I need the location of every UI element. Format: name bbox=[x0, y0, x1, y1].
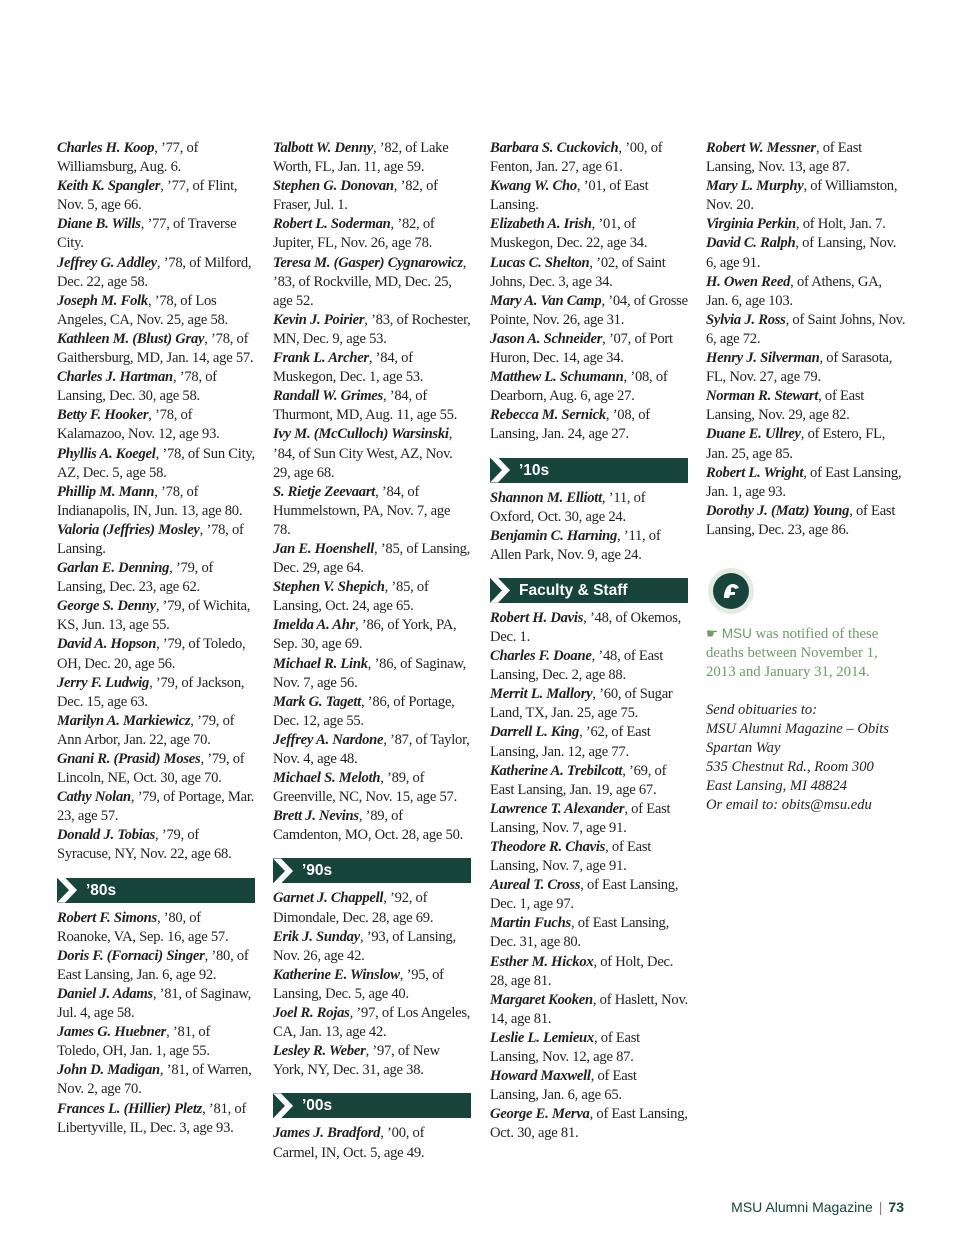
deceased-name: Kathleen M. (Blust) Gray bbox=[57, 330, 205, 347]
deceased-name: Donald J. Tobias bbox=[57, 827, 156, 844]
obituary-entry bbox=[273, 139, 471, 177]
deceased-name: Darrell L. King bbox=[490, 724, 580, 741]
deceased-name: Margaret Kooken bbox=[490, 991, 593, 1008]
deceased-name: Stephen V. Shepich bbox=[273, 579, 385, 596]
chevron-right-icon bbox=[57, 878, 82, 903]
deceased-name: Betty F. Hooker bbox=[57, 407, 149, 424]
obituary-details: , ’79, of Jackson, Dec. 15, age 63. bbox=[57, 674, 245, 710]
obituary-details: , ’84, of Hummelstown, PA, Nov. 7, age 78. bbox=[273, 483, 451, 538]
deceased-name: Imelda A. Ahr bbox=[273, 617, 356, 634]
obituary-entry bbox=[490, 215, 688, 253]
obituary-entry bbox=[273, 540, 471, 578]
obituary-entry bbox=[57, 1061, 255, 1099]
obituary-entry bbox=[490, 800, 688, 838]
section-header bbox=[490, 458, 688, 483]
obituary-details: , ’79, of Syracuse, NY, Nov. 22, age 68. bbox=[57, 827, 232, 863]
obituary-entry bbox=[57, 750, 255, 788]
deceased-name: Robert W. Messner bbox=[706, 140, 816, 156]
obituary-entry bbox=[706, 215, 906, 234]
obituary-details: , ’82, of Lake Worth, FL, Jan. 11, age 59. bbox=[273, 140, 449, 176]
deceased-name: Michael S. Meloth bbox=[273, 770, 381, 787]
obituary-entry bbox=[273, 483, 471, 540]
chevron-right-icon bbox=[490, 578, 515, 603]
obituary-details: , ’86, of Portage, Dec. 12, age 55. bbox=[273, 693, 455, 729]
obituary-entry bbox=[57, 1100, 255, 1138]
obituary-details: , ’92, of Dimondale, Dec. 28, age 69. bbox=[273, 890, 434, 926]
obituary-entry bbox=[57, 406, 255, 444]
section-header bbox=[57, 878, 255, 903]
obituary-entry bbox=[273, 425, 471, 482]
obituary-details: , ’77, of Williamsburg, Aug. 6. bbox=[57, 140, 199, 176]
page-number: 73 bbox=[888, 1199, 904, 1215]
obituary-entry bbox=[57, 947, 255, 985]
column-4-entries bbox=[706, 139, 906, 540]
deceased-name: Keith K. Spangler bbox=[57, 178, 161, 195]
deceased-name: Robert F. Simons bbox=[57, 909, 157, 926]
obituary-details: , ’79, of Lansing, Dec. 23, age 62. bbox=[57, 560, 214, 596]
obituary-details: , ’89, of Greenville, NC, Nov. 15, age 57. bbox=[273, 770, 457, 806]
obituary-entry bbox=[57, 330, 255, 368]
obituary-entry bbox=[273, 966, 471, 1004]
deceased-name: Erik J. Sunday bbox=[273, 928, 360, 945]
deceased-name: Jan E. Hoenshell bbox=[273, 540, 375, 557]
deceased-name: Leslie L. Lemieux bbox=[490, 1029, 594, 1046]
obituary-details: , ’48, of East Lansing, Dec. 2, age 88. bbox=[490, 648, 664, 684]
deceased-name: Robert H. Davis bbox=[490, 609, 584, 626]
obituary-entry bbox=[273, 1042, 471, 1080]
section-header bbox=[490, 578, 688, 603]
deceased-name: S. Rietje Zeevaart bbox=[273, 483, 376, 500]
obituary-details: , ’85, of Lansing, Oct. 24, age 65. bbox=[273, 579, 429, 615]
deceased-name: Norman R. Stewart bbox=[706, 388, 819, 405]
deceased-name: Jeffrey A. Nardone bbox=[273, 731, 384, 748]
deceased-name: Joel R. Rojas bbox=[273, 1005, 350, 1022]
obituary-details: , ’93, of Lansing, Nov. 26, age 42. bbox=[273, 928, 456, 964]
deceased-name: Ivy M. (McCulloch) Warsinski bbox=[273, 426, 449, 443]
obituary-details: , of East Lansing, Dec. 23, age 86. bbox=[706, 502, 896, 538]
magazine-name: MSU Alumni Magazine bbox=[731, 1199, 873, 1215]
send-line: Spartan Way bbox=[706, 740, 781, 757]
deceased-name: Lawrence T. Alexander bbox=[490, 800, 625, 817]
obituary-details: , ’00, of Carmel, IN, Oct. 5, age 49. bbox=[273, 1125, 425, 1161]
obituary-details: , of Sarasota, FL, Nov. 27, age 79. bbox=[706, 350, 893, 386]
obituary-details: , of Lansing, Nov. 6, age 91. bbox=[706, 235, 897, 271]
obituary-details: , ’84, of Thurmont, MD, Aug. 11, age 55. bbox=[273, 388, 458, 424]
section-header-label: Faculty & Staff bbox=[519, 581, 628, 599]
obituary-entry bbox=[490, 368, 688, 406]
obituary-details: , ’83, of Rochester, MN, Dec. 9, age 53. bbox=[273, 311, 471, 347]
deceased-name: Lesley R. Weber bbox=[273, 1043, 366, 1060]
deceased-name: George E. Merva bbox=[490, 1106, 590, 1123]
send-line: East Lansing, MI 48824 bbox=[706, 778, 848, 795]
obituary-entry bbox=[490, 527, 688, 565]
obituary-details: , ’79, of Portage, Mar. 23, age 57. bbox=[57, 789, 255, 825]
deceased-name: Jeffrey G. Addley bbox=[57, 254, 157, 271]
obituary-details: , ’60, of Sugar Land, TX, Jan. 25, age 75. bbox=[490, 686, 673, 722]
deceased-name: Martin Fuchs bbox=[490, 915, 571, 932]
obituary-entry bbox=[490, 953, 688, 991]
section-header-label: ’90s bbox=[302, 862, 333, 880]
obituary-entry bbox=[490, 330, 688, 368]
obituary-entry bbox=[490, 489, 688, 527]
obituary-entry bbox=[490, 685, 688, 723]
section-header bbox=[273, 1093, 471, 1118]
page-footer bbox=[731, 1199, 904, 1215]
obituary-entry bbox=[706, 177, 906, 215]
obituary-details: , ’78, of Milford, Dec. 22, age 58. bbox=[57, 254, 252, 290]
obituary-entry bbox=[706, 273, 906, 311]
deceased-name: Dorothy J. (Matz) Young bbox=[706, 502, 850, 519]
obituary-entry bbox=[273, 1004, 471, 1042]
obituary-entry bbox=[273, 693, 471, 731]
obituary-details: , ’80, of Roanoke, VA, Sep. 16, age 57. bbox=[57, 909, 229, 945]
deceased-name: Michael R. Link bbox=[273, 655, 368, 672]
obituary-entry bbox=[706, 349, 906, 387]
obituary-details: , of Athens, GA, Jan. 6, age 103. bbox=[706, 273, 882, 309]
deceased-name: Mary A. Van Camp bbox=[490, 292, 602, 309]
obituary-details: , of Haslett, Nov. 14, age 81. bbox=[490, 991, 688, 1027]
obituary-details: , ’01, of Muskegon, Dec. 22, age 34. bbox=[490, 216, 648, 252]
send-heading: Send obituaries to: bbox=[706, 701, 818, 718]
obituary-entry bbox=[706, 139, 906, 177]
deceased-name: Elizabeth A. Irish bbox=[490, 216, 592, 233]
deceased-name: Gnani R. (Prasid) Moses bbox=[57, 751, 201, 767]
deceased-name: Shannon M. Elliott bbox=[490, 489, 602, 506]
deceased-name: Katherine E. Winslow bbox=[273, 966, 400, 983]
obituary-details: , ’81, of Libertyville, IL, Dec. 3, age 93. bbox=[57, 1100, 247, 1136]
obituary-entry bbox=[706, 464, 906, 502]
notification-notice bbox=[706, 624, 906, 682]
obituary-details: , ’69, of East Lansing, Jan. 19, age 67. bbox=[490, 762, 667, 798]
obituary-details: , ’11, of Oxford, Oct. 30, age 24. bbox=[490, 489, 646, 525]
obituary-details: , ’82, of Fraser, Jul. 1. bbox=[273, 178, 438, 214]
obituary-details: , of Williamston, Nov. 20. bbox=[706, 178, 898, 214]
obituary-entry bbox=[57, 215, 255, 253]
section-header-label: ’10s bbox=[519, 461, 550, 479]
obituary-details: , ’79, of Lincoln, NE, Oct. 30, age 70. bbox=[57, 751, 245, 787]
obituary-details: , of Estero, FL, Jan. 25, age 85. bbox=[706, 426, 886, 462]
obituary-details: , of East Lansing, Dec. 1, age 97. bbox=[490, 877, 679, 913]
obituary-entry bbox=[490, 723, 688, 761]
deceased-name: Robert L. Soderman bbox=[273, 216, 391, 233]
obituary-entry bbox=[273, 616, 471, 654]
section-header bbox=[273, 858, 471, 883]
obituary-details: , ’97, of Los Angeles, CA, Jan. 13, age 42. bbox=[273, 1005, 471, 1041]
obituary-entry bbox=[57, 635, 255, 673]
obituary-entry bbox=[706, 502, 906, 540]
deceased-name: Phyllis A. Koegel bbox=[57, 445, 156, 462]
obituary-details: , of East Lansing, Jan. 1, age 93. bbox=[706, 464, 902, 500]
obituary-details: , ’48, of Okemos, Dec. 1. bbox=[490, 609, 682, 645]
deceased-name: Jason A. Schneider bbox=[490, 330, 603, 347]
obituary-details: , ’77, of Traverse City. bbox=[57, 216, 237, 252]
obituary-details: , ’78, of Kalamazoo, Nov. 12, age 93. bbox=[57, 407, 220, 443]
deceased-name: Lucas C. Shelton bbox=[490, 254, 590, 271]
deceased-name: Phillip M. Mann bbox=[57, 483, 155, 500]
obituary-entry bbox=[273, 807, 471, 845]
obituary-entry bbox=[273, 387, 471, 425]
obituary-entry bbox=[273, 889, 471, 927]
deceased-name: Joseph M. Folk bbox=[57, 292, 148, 309]
obituary-details: , ’78, of Gaithersburg, MD, Jan. 14, age 57. bbox=[57, 330, 254, 367]
deceased-name: Mark G. Tagett bbox=[273, 693, 361, 710]
obituary-details: , of East Lansing, Nov. 7, age 91. bbox=[490, 800, 671, 836]
chevron-right-icon bbox=[273, 858, 298, 883]
obituary-details: , ’82, of Jupiter, FL, Nov. 26, age 78. bbox=[273, 216, 435, 252]
deceased-name: Diane B. Wills bbox=[57, 216, 141, 233]
deceased-name: Charles H. Koop bbox=[57, 140, 155, 156]
column-1 bbox=[57, 139, 255, 1138]
obituary-entry bbox=[57, 292, 255, 330]
obituary-entry bbox=[57, 177, 255, 215]
spartan-helmet-icon bbox=[713, 573, 749, 609]
obituary-details: , ’81, of Saginaw, Jul. 4, age 58. bbox=[57, 985, 252, 1022]
deceased-name: Frances L. (Hillier) Pletz bbox=[57, 1100, 203, 1117]
deceased-name: Robert L. Wright bbox=[706, 464, 804, 481]
obituary-entry bbox=[490, 406, 688, 444]
deceased-name: Sylvia J. Ross bbox=[706, 311, 786, 328]
obituary-entry bbox=[57, 483, 255, 521]
send-line: 535 Chestnut Rd., Room 300 bbox=[706, 759, 874, 776]
deceased-name: Virginia Perkin bbox=[706, 216, 796, 233]
obituary-entry bbox=[57, 985, 255, 1023]
deceased-name: Stephen G. Donovan bbox=[273, 178, 394, 195]
obituary-details: , ’83, of Rockville, MD, Dec. 25, age 52. bbox=[273, 254, 467, 309]
deceased-name: Merrit L. Mallory bbox=[490, 686, 593, 703]
obituary-details: , ’81, of Toledo, OH, Jan. 1, age 55. bbox=[57, 1024, 211, 1060]
spartan-logo bbox=[708, 568, 754, 614]
send-line: MSU Alumni Magazine – Obits bbox=[706, 721, 889, 738]
obituary-details: , of Holt, Dec. 28, age 81. bbox=[490, 953, 674, 989]
obituary-details: , ’62, of East Lansing, Jan. 12, age 77. bbox=[490, 724, 651, 760]
obituary-details: , ’08, of Dearborn, Aug. 6, age 27. bbox=[490, 369, 668, 405]
obituary-details: , of East Lansing, Nov. 13, age 87. bbox=[706, 140, 862, 176]
obituary-entry bbox=[57, 826, 255, 864]
obituary-details: , ’79, of Toledo, OH, Dec. 20, age 56. bbox=[57, 636, 246, 672]
deceased-name: Randall W. Grimes bbox=[273, 388, 383, 405]
obituary-details: , ’11, of Allen Park, Nov. 9, age 24. bbox=[490, 527, 661, 563]
section-header-label: ’80s bbox=[86, 881, 117, 899]
obituary-entry bbox=[273, 311, 471, 349]
obituary-entry bbox=[273, 215, 471, 253]
obituary-entry bbox=[57, 788, 255, 826]
obituary-details: , ’02, of Saint Johns, Dec. 3, age 34. bbox=[490, 254, 666, 290]
obituary-details: , ’78, of Sun City, AZ, Dec. 5, age 58. bbox=[57, 445, 255, 481]
obituary-entry bbox=[273, 177, 471, 215]
helmet-shape bbox=[719, 579, 743, 603]
column-2 bbox=[273, 139, 471, 1163]
obituary-entry bbox=[490, 762, 688, 800]
deceased-name: Rebecca M. Sernick bbox=[490, 407, 606, 424]
deceased-name: Frank L. Archer bbox=[273, 350, 369, 367]
footer-separator: | bbox=[878, 1199, 883, 1215]
deceased-name: John D. Madigan bbox=[57, 1062, 160, 1079]
deceased-name: James G. Huebner bbox=[57, 1024, 167, 1041]
deceased-name: Aureal T. Cross bbox=[490, 877, 581, 894]
deceased-name: Benjamin C. Harning bbox=[490, 527, 618, 544]
obituary-entry bbox=[57, 521, 255, 559]
obituary-entry bbox=[706, 425, 906, 463]
obituary-details: , ’89, of Camdenton, MO, Oct. 28, age 50. bbox=[273, 808, 464, 844]
obituary-entry bbox=[273, 655, 471, 693]
notice-brand: MSU bbox=[721, 625, 752, 641]
obituary-details: , ’01, of East Lansing. bbox=[490, 178, 649, 214]
pointing-hand-icon: ☛ bbox=[706, 625, 719, 641]
obituary-entry bbox=[490, 254, 688, 292]
deceased-name: Katherine A. Trebilcott bbox=[490, 762, 623, 779]
deceased-name: George S. Denny bbox=[57, 598, 156, 615]
obituary-entry bbox=[490, 292, 688, 330]
deceased-name: Kwang W. Cho bbox=[490, 178, 577, 195]
obituary-entry bbox=[273, 578, 471, 616]
obituary-details: , ’79, of Wichita, KS, Jun. 13, age 55. bbox=[57, 598, 251, 634]
deceased-name: Garnet J. Chappell bbox=[273, 890, 384, 907]
obituary-entry bbox=[57, 909, 255, 947]
obituary-entry bbox=[490, 647, 688, 685]
send-obituaries-block bbox=[706, 701, 906, 816]
send-email-line: Or email to: obits@msu.edu bbox=[706, 797, 872, 814]
obituary-entry bbox=[57, 139, 255, 177]
obituary-details: , ’84, of Sun City West, AZ, Nov. 29, age 68. bbox=[273, 426, 453, 481]
deceased-name: H. Owen Reed bbox=[706, 273, 791, 290]
deceased-name: Brett J. Nevins bbox=[273, 808, 359, 825]
obituary-entry bbox=[490, 876, 688, 914]
deceased-name: Duane E. Ullrey bbox=[706, 426, 801, 443]
deceased-name: David A. Hopson bbox=[57, 636, 157, 653]
obituary-entry bbox=[57, 254, 255, 292]
obituary-details: , of East Lansing, Nov. 7, age 91. bbox=[490, 839, 652, 875]
obituary-details: , ’00, of Fenton, Jan. 27, age 61. bbox=[490, 140, 663, 176]
obituary-details: , ’86, of Saginaw, Nov. 7, age 56. bbox=[273, 655, 467, 691]
obituary-entry bbox=[490, 914, 688, 952]
chevron-right-icon bbox=[273, 1093, 298, 1118]
obituary-entry bbox=[706, 234, 906, 272]
deceased-name: Marilyn A. Markiewicz bbox=[57, 712, 191, 729]
obituary-details: , ’95, of Lansing, Dec. 5, age 40. bbox=[273, 966, 444, 1002]
deceased-name: Barbara S. Cuckovich bbox=[490, 140, 619, 156]
obituary-details: , of East Lansing, Dec. 31, age 80. bbox=[490, 915, 669, 951]
column-4 bbox=[706, 139, 906, 816]
obituary-entry bbox=[273, 731, 471, 769]
deceased-name: Cathy Nolan bbox=[57, 789, 131, 806]
deceased-name: Doris F. (Fornaci) Singer bbox=[57, 947, 205, 964]
deceased-name: David C. Ralph bbox=[706, 235, 796, 252]
obituary-entry bbox=[490, 1105, 688, 1143]
obituary-details: , ’81, of Warren, Nov. 2, age 70. bbox=[57, 1062, 252, 1098]
obituary-entry bbox=[273, 349, 471, 387]
obituary-entry bbox=[490, 177, 688, 215]
obituary-entry bbox=[490, 1067, 688, 1105]
obituary-details: , ’77, of Flint, Nov. 5, age 66. bbox=[57, 178, 238, 214]
obituary-entry bbox=[706, 311, 906, 349]
obituary-details: , ’08, of Lansing, Jan. 24, age 27. bbox=[490, 407, 650, 443]
obituary-entry bbox=[490, 991, 688, 1029]
obituary-details: , ’87, of Taylor, Nov. 4, age 48. bbox=[273, 731, 470, 767]
deceased-name: James J. Bradford bbox=[273, 1125, 381, 1142]
column-3 bbox=[490, 139, 688, 1144]
deceased-name: Mary L. Murphy bbox=[706, 178, 804, 195]
deceased-name: Matthew L. Schumann bbox=[490, 369, 624, 386]
obituary-details: , of Saint Johns, Nov. 6, age 72. bbox=[706, 311, 906, 347]
deceased-name: Valoria (Jeffries) Mosley bbox=[57, 521, 200, 538]
obituary-details: , ’78, of Indianapolis, IN, Jun. 13, age 80. bbox=[57, 483, 243, 519]
obituary-entry bbox=[57, 1023, 255, 1061]
deceased-name: Esther M. Hickox bbox=[490, 953, 594, 970]
obituary-details: , ’78, of Los Angeles, CA, Nov. 25, age 58. bbox=[57, 292, 228, 328]
obituary-entry bbox=[57, 368, 255, 406]
obituary-details: , ’85, of Lansing, Dec. 29, age 64. bbox=[273, 540, 471, 577]
obituary-entry bbox=[273, 254, 471, 311]
obituary-details: , ’79, of Ann Arbor, Jan. 22, age 70. bbox=[57, 712, 235, 748]
obituary-details: , ’07, of Port Huron, Dec. 14, age 34. bbox=[490, 330, 673, 367]
obituary-details: , of East Lansing, Oct. 30, age 81. bbox=[490, 1106, 688, 1142]
notice-text: was notified of these deaths between November 1, 2013 and January 31, 2014. bbox=[706, 625, 879, 680]
obituary-entry bbox=[57, 559, 255, 597]
deceased-name: Talbott W. Denny bbox=[273, 140, 373, 156]
obituary-entry bbox=[490, 1029, 688, 1067]
deceased-name: Howard Maxwell bbox=[490, 1068, 591, 1085]
obituary-details: , ’86, of York, PA, Sep. 30, age 69. bbox=[273, 617, 457, 653]
deceased-name: Kevin J. Poirier bbox=[273, 311, 365, 328]
obituary-details: , of East Lansing, Nov. 12, age 87. bbox=[490, 1029, 640, 1066]
obituary-details: , of East Lansing, Nov. 29, age 82. bbox=[706, 388, 865, 424]
obituary-entry bbox=[273, 769, 471, 807]
obituary-entry bbox=[57, 674, 255, 712]
deceased-name: Jerry F. Ludwig bbox=[57, 674, 150, 691]
deceased-name: Teresa M. (Gasper) Cygnarowicz bbox=[273, 254, 463, 271]
deceased-name: Charles J. Hartman bbox=[57, 369, 173, 386]
section-header-label: ’00s bbox=[302, 1097, 333, 1115]
obituary-details: , of East Lansing, Jan. 6, age 65. bbox=[490, 1068, 637, 1104]
obituary-details: , ’84, of Muskegon, Dec. 1, age 53. bbox=[273, 350, 424, 386]
obituary-details: , of Holt, Jan. 7. bbox=[795, 216, 886, 233]
obituary-details: , ’78, of Lansing, Dec. 30, age 58. bbox=[57, 369, 217, 405]
obituary-entry bbox=[273, 928, 471, 966]
obituary-entry bbox=[57, 445, 255, 483]
deceased-name: Theodore R. Chavis bbox=[490, 839, 606, 855]
obituary-details: , ’04, of Grosse Pointe, Nov. 26, age 31. bbox=[490, 292, 688, 328]
chevron-right-icon bbox=[490, 458, 515, 483]
obituary-details: , ’80, of East Lansing, Jan. 6, age 92. bbox=[57, 947, 249, 983]
obituary-entry bbox=[490, 838, 688, 876]
obituary-details: , ’97, of New York, NY, Dec. 31, age 38. bbox=[273, 1043, 440, 1079]
obituary-entry bbox=[273, 1124, 471, 1162]
obituary-entry bbox=[57, 597, 255, 635]
obituary-details: , ’78, of Lansing. bbox=[57, 521, 244, 557]
obituary-entry bbox=[57, 712, 255, 750]
obituary-entry bbox=[490, 139, 688, 177]
deceased-name: Garlan E. Denning bbox=[57, 560, 170, 577]
deceased-name: Henry J. Silverman bbox=[706, 350, 820, 367]
deceased-name: Charles F. Doane bbox=[490, 648, 592, 665]
obituary-entry bbox=[706, 387, 906, 425]
obituary-entry bbox=[490, 609, 688, 647]
deceased-name: Daniel J. Adams bbox=[57, 985, 153, 1002]
